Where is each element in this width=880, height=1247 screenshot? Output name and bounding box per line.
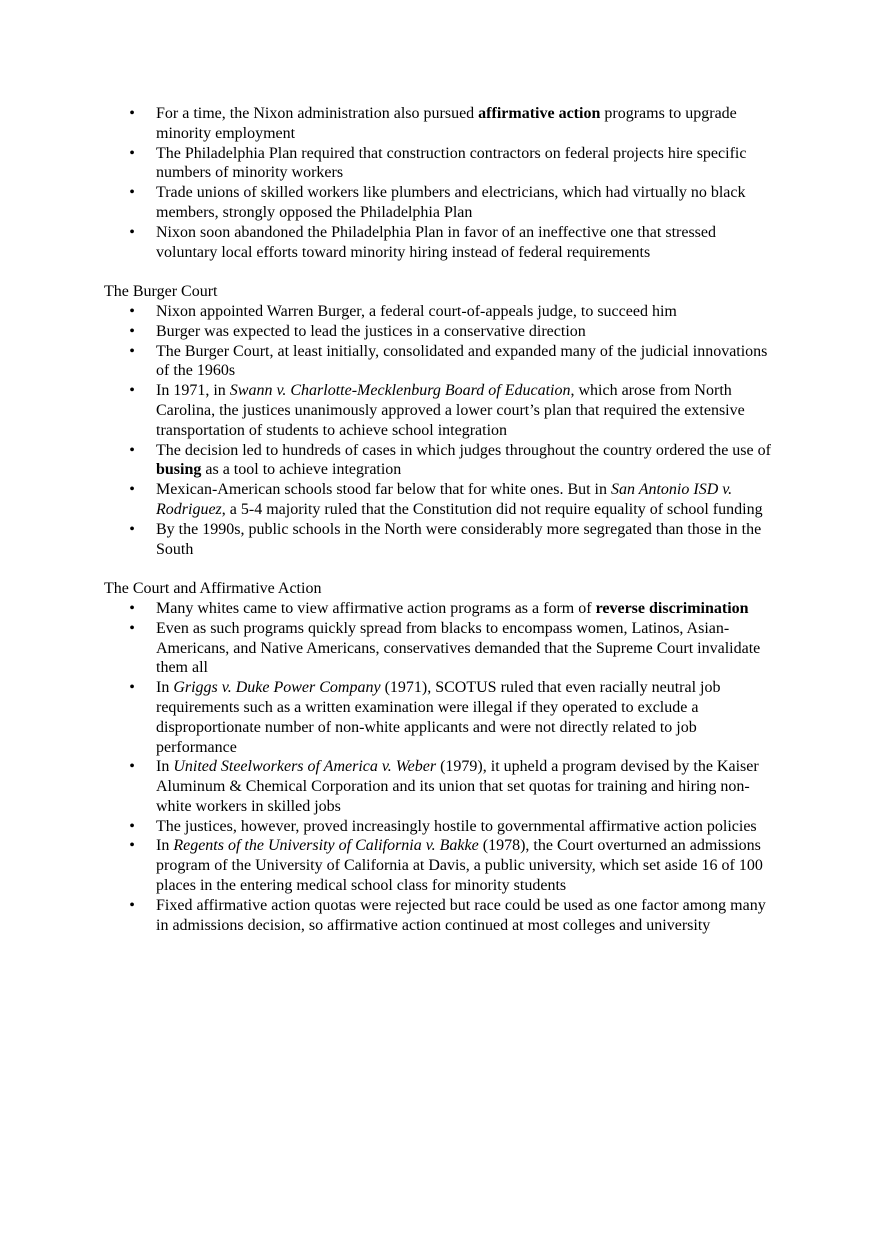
list-item xyxy=(104,836,776,895)
item-text: Mexican-American schools stood far below that for white ones. But in xyxy=(156,481,611,499)
section-3 xyxy=(104,579,784,935)
item-text: The justices, however, proved increasingly hostile to governmental affirmative action policies xyxy=(156,817,757,835)
item-text: (1979), it upheld a program devised by the Kaiser Aluminum & Chemical Corporation and its union that set quotas for training and hiring non-white workers in skilled jobs xyxy=(156,758,759,815)
bullet-icon: • xyxy=(129,302,135,320)
bullet-list xyxy=(104,599,784,936)
document-body xyxy=(104,104,784,935)
list-item xyxy=(104,104,776,144)
list-item xyxy=(104,817,776,837)
list-item xyxy=(104,896,776,936)
list-item xyxy=(104,757,776,816)
section-2 xyxy=(104,282,784,559)
bullet-icon: • xyxy=(129,184,135,202)
item-text: In 1971, in xyxy=(156,382,230,400)
case-title: Swann v. Charlotte-Mecklenburg Board of Education xyxy=(229,382,571,400)
list-item xyxy=(104,302,776,322)
case-title: Regents of the University of California v. Bakke xyxy=(173,837,479,855)
bullet-icon: • xyxy=(129,837,135,855)
list-item xyxy=(104,322,776,342)
case-title: San Antonio ISD v. Rodriguez xyxy=(156,481,733,518)
list-item xyxy=(104,223,776,263)
item-text: In xyxy=(156,758,174,776)
bullet-icon: • xyxy=(129,679,135,697)
bullet-icon: • xyxy=(129,599,135,617)
item-text: programs to upgrade minority employment xyxy=(156,105,737,142)
bullet-icon: • xyxy=(129,481,135,499)
item-text: By the 1990s, public schools in the North were considerably more segregated than those in the South xyxy=(156,520,762,558)
item-text: The decision led to hundreds of cases in which judges throughout the country ordered the use of xyxy=(156,441,771,459)
section-heading: The Court and Affirmative Action xyxy=(104,580,322,598)
bold-term: reverse discrimination xyxy=(595,599,749,617)
list-item xyxy=(104,183,776,223)
list-item xyxy=(104,342,776,382)
list-item xyxy=(104,520,776,560)
list-item xyxy=(104,441,776,481)
case-title: United Steelworkers of America v. Weber xyxy=(173,758,437,776)
list-item xyxy=(104,599,776,619)
bullet-icon: • xyxy=(129,896,135,914)
bullet-list xyxy=(104,302,784,559)
item-text: Many whites came to view affirmative action programs as a form of xyxy=(156,599,596,617)
item-text: In xyxy=(156,837,174,855)
case-title: Griggs v. Duke Power Company xyxy=(173,679,381,697)
bullet-icon: • xyxy=(129,758,135,776)
bullet-list xyxy=(104,104,784,262)
item-text: Trade unions of skilled workers like plumbers and electricians, which had virtually no black members, strongly opposed the Philadelphia Plan xyxy=(156,184,746,221)
item-text: Burger was expected to lead the justices in a conservative direction xyxy=(156,322,586,340)
bold-term: busing xyxy=(156,461,202,479)
item-text: The Philadelphia Plan required that construction contractors on federal projects hire specific numbers of minority workers xyxy=(156,144,747,182)
item-text: Even as such programs quickly spread from blacks to encompass women, Latinos, Asian-Americans, and Native Americans, conservatives demanded that the Supreme Court invalidate them all xyxy=(156,619,761,677)
bullet-icon: • xyxy=(129,817,135,835)
bullet-icon: • xyxy=(129,322,135,340)
section-heading: The Burger Court xyxy=(104,283,218,301)
item-text: (1971), SCOTUS ruled that even racially neutral job requirements such as a written examination were illegal if they operated to exclude a disproportionate number of non-white applicants and were not directly related to job performance xyxy=(156,679,721,756)
bullet-icon: • xyxy=(129,619,135,637)
item-text: , which arose from North Carolina, the justices unanimously approved a lower court’s plan that required the extensive transportation of students to achieve school integration xyxy=(156,382,745,439)
item-text: Fixed affirmative action quotas were rejected but race could be used as one factor among many in admissions decision, so affirmative action continued at most colleges and university xyxy=(156,896,766,934)
section-1 xyxy=(104,104,784,262)
list-item xyxy=(104,678,776,757)
bullet-icon: • xyxy=(129,382,135,400)
list-item xyxy=(104,381,776,440)
list-item xyxy=(104,144,776,184)
bold-term: affirmative action xyxy=(478,105,601,122)
item-text: Nixon soon abandoned the Philadelphia Plan in favor of an ineffective one that stressed voluntary local efforts toward minority hiring instead of federal requirements xyxy=(156,223,716,261)
item-text: In xyxy=(156,679,174,697)
list-item xyxy=(104,619,776,678)
bullet-icon: • xyxy=(129,223,135,241)
bullet-icon: • xyxy=(129,520,135,538)
item-text: For a time, the Nixon administration also pursued xyxy=(156,105,479,122)
item-text: as a tool to achieve integration xyxy=(201,461,402,479)
bullet-icon: • xyxy=(129,144,135,162)
item-text: The Burger Court, at least initially, consolidated and expanded many of the judicial innovations of the 1960s xyxy=(156,342,768,380)
bullet-icon: • xyxy=(129,342,135,360)
bullet-icon: • xyxy=(129,105,135,122)
item-text: (1978), the Court overturned an admissions program of the University of California at Davis, a public university, which set aside 16 of 100 places in the entering medical school class for minority students xyxy=(156,837,763,895)
item-text: , a 5-4 majority ruled that the Constitution did not require equality of school funding xyxy=(221,500,763,518)
list-item xyxy=(104,480,776,520)
item-text: Nixon appointed Warren Burger, a federal court-of-appeals judge, to succeed him xyxy=(156,302,677,320)
bullet-icon: • xyxy=(129,441,135,459)
